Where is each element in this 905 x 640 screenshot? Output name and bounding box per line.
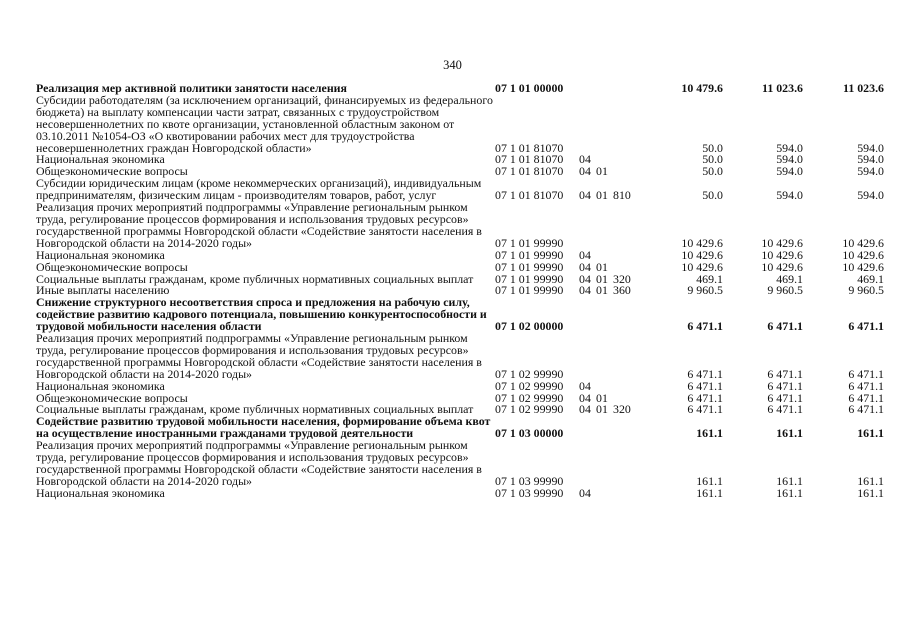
- row-amount-year-1: 9 960.5: [687, 283, 723, 298]
- row-amount-year-3: 6 471.1: [848, 319, 884, 334]
- row-description: Содействие развитию трудовой мобильности населения, формирование объема квот на осуществление иностранными гражданами трудовой деятельности: [36, 414, 491, 441]
- row-amount-year-3: 6 471.1: [848, 378, 884, 393]
- row-amount-year-3: 11 023.6: [843, 81, 884, 95]
- row-amount-year-1: 50.0: [702, 164, 723, 179]
- row-section-code: 04: [579, 164, 591, 179]
- row-expense-type-code: 320: [613, 402, 631, 417]
- row-target-code: 07 1 01 81070: [495, 152, 564, 167]
- row-description: Снижение структурного несоответствия спроса и предложения на рабочую силу, содействие развитию кадрового потенциала, повышению конкурентоспособности и трудовой мобильности населения области: [36, 295, 487, 334]
- row-description: Субсидии юридическим лицам (кроме некоммерческих организаций), индивидуальным предпринимателям, физическим лицам - производителям товаров, работ, услуг: [36, 176, 482, 203]
- row-expense-type-code: [613, 83, 643, 95]
- row-expense-type-code: [613, 297, 643, 333]
- row-subsection-code: 01: [596, 188, 608, 203]
- row-target-code: 07 1 03 00000: [495, 426, 564, 441]
- row-description: Общеэкономические вопросы: [36, 390, 188, 405]
- row-amount-year-2: 161.1: [776, 473, 803, 488]
- row-expense-type-code: 360: [613, 283, 631, 298]
- row-section-code: 04: [579, 152, 591, 167]
- row-amount-year-2: 594.0: [776, 164, 803, 179]
- row-section-code: 04: [579, 259, 591, 274]
- row-amount-year-3: 6 471.1: [848, 366, 884, 381]
- row-target-code: 07 1 02 99990: [495, 366, 564, 381]
- row-section-code: [579, 95, 596, 155]
- row-amount-year-3: 161.1: [857, 485, 884, 500]
- row-target-code: 07 1 01 99990: [495, 271, 564, 286]
- row-amount-year-2: 10 429.6: [761, 259, 803, 274]
- row-amount-year-1: 469.1: [696, 271, 723, 286]
- row-description: Национальная экономика: [36, 378, 165, 393]
- row-target-code: 07 1 02 00000: [495, 319, 564, 334]
- row-amount-year-1: 50.0: [702, 152, 723, 167]
- row-amount-year-2: 6 471.1: [767, 390, 803, 405]
- row-amount-year-3: 161.1: [857, 426, 884, 441]
- row-amount-year-2: 469.1: [776, 271, 803, 286]
- row-amount-year-1: 161.1: [696, 473, 723, 488]
- row-amount-year-3: 6 471.1: [848, 402, 884, 417]
- row-description: Социальные выплаты гражданам, кроме публичных нормативных социальных выплат: [36, 402, 474, 417]
- row-section-code: [579, 297, 596, 333]
- row-amount-year-1: 6 471.1: [687, 319, 723, 334]
- row-amount-year-3: 10 429.6: [842, 235, 884, 250]
- row-subsection-code: [596, 83, 613, 95]
- row-description: Субсидии работодателям (за исключением организаций, финансируемых из федерального бюджета) на выплату компенсации части затрат, связанных с трудоустройством несовершеннолетних по квоте организации, установленной областным законом от 03.10.2011 №1054-ОЗ «О квотировании рабочих мест для трудоустройства несовершеннолетних граждан Новгородской области»: [36, 92, 493, 155]
- row-section-code: [579, 416, 596, 440]
- row-amount-year-3: 594.0: [857, 164, 884, 179]
- row-amount-year-1: 10 429.6: [681, 235, 723, 250]
- row-description: Национальная экономика: [36, 485, 165, 500]
- row-section-code: 04: [579, 188, 591, 203]
- row-amount-year-1: 10 429.6: [681, 247, 723, 262]
- row-subsection-code: [596, 95, 613, 155]
- row-subsection-code: [596, 333, 613, 381]
- row-expense-type-code: 320: [613, 271, 631, 286]
- row-description: Общеэкономические вопросы: [36, 164, 188, 179]
- row-target-code: 07 1 01 00000: [495, 81, 564, 95]
- row-expense-type-code: [613, 440, 643, 488]
- row-target-code: 07 1 01 99990: [495, 247, 564, 262]
- table-row: [36, 440, 884, 488]
- row-expense-type-code: [613, 381, 643, 393]
- table-row: [36, 202, 884, 250]
- row-amount-year-1: 50.0: [702, 188, 723, 203]
- table-row: [36, 95, 884, 155]
- row-amount-year-2: 6 471.1: [767, 366, 803, 381]
- row-amount-year-3: 161.1: [857, 473, 884, 488]
- row-description: Национальная экономика: [36, 152, 165, 167]
- row-amount-year-2: 6 471.1: [767, 402, 803, 417]
- row-expense-type-code: [613, 333, 643, 381]
- row-amount-year-1: 6 471.1: [687, 402, 723, 417]
- row-description: Национальная экономика: [36, 247, 165, 262]
- row-amount-year-3: 6 471.1: [848, 390, 884, 405]
- row-section-code: 04: [579, 283, 591, 298]
- row-amount-year-1: 161.1: [696, 426, 723, 441]
- row-subsection-code: 01: [596, 390, 608, 405]
- table-row: [36, 416, 884, 440]
- row-amount-year-2: 10 429.6: [761, 235, 803, 250]
- row-amount-year-2: 10 429.6: [761, 247, 803, 262]
- row-expense-type-code: 810: [613, 188, 631, 203]
- row-amount-year-2: 161.1: [776, 485, 803, 500]
- table-row: [36, 178, 884, 202]
- row-section-code: 04: [579, 402, 591, 417]
- row-target-code: 07 1 01 99990: [495, 259, 564, 274]
- row-description: Реализация прочих мероприятий подпрограммы «Управление региональным рынком труда, регулирование процессов формирования и использования трудовых ресурсов» государственной программы Новгородской области «Содействие занятости населения в Новгородской области на 2014-2020 годы»: [36, 438, 482, 488]
- row-subsection-code: 01: [596, 283, 608, 298]
- row-description: Реализация мер активной политики занятости населения: [36, 81, 347, 95]
- row-amount-year-2: 594.0: [776, 140, 803, 155]
- row-target-code: 07 1 02 99990: [495, 402, 564, 417]
- table-row: [36, 488, 884, 500]
- row-subsection-code: [596, 440, 613, 488]
- row-amount-year-1: 6 471.1: [687, 366, 723, 381]
- row-expense-type-code: [613, 250, 643, 262]
- row-description: Реализация прочих мероприятий подпрограммы «Управление региональным рынком труда, регулирование процессов формирования и использования трудовых ресурсов» государственной программы Новгородской области «Содействие занятости населения в Новгородской области на 2014-2020 годы»: [36, 331, 482, 381]
- row-section-code: [579, 333, 596, 381]
- row-target-code: 07 1 03 99990: [495, 473, 564, 488]
- row-target-code: 07 1 03 99990: [495, 485, 564, 500]
- row-subsection-code: [596, 488, 613, 500]
- row-expense-type-code: [613, 488, 643, 500]
- row-section-code: [579, 83, 596, 95]
- row-subsection-code: 01: [596, 402, 608, 417]
- row-amount-year-2: 594.0: [776, 188, 803, 203]
- row-description: Иные выплаты населению: [36, 283, 170, 298]
- row-subsection-code: [596, 416, 613, 440]
- row-description: Общеэкономические вопросы: [36, 259, 188, 274]
- row-target-code: 07 1 01 81070: [495, 188, 564, 203]
- row-expense-type-code: [613, 166, 643, 178]
- row-expense-type-code: [613, 416, 643, 440]
- row-subsection-code: [596, 297, 613, 333]
- row-section-code: 04: [579, 378, 591, 393]
- row-amount-year-1: 161.1: [696, 485, 723, 500]
- row-amount-year-1: 10 479.6: [681, 81, 723, 95]
- row-subsection-code: 01: [596, 259, 608, 274]
- row-section-code: [579, 202, 596, 250]
- row-amount-year-3: 10 429.6: [842, 259, 884, 274]
- row-amount-year-2: 6 471.1: [767, 378, 803, 393]
- row-amount-year-2: 161.1: [776, 426, 803, 441]
- row-subsection-code: [596, 202, 613, 250]
- row-amount-year-2: 11 023.6: [762, 81, 803, 95]
- row-section-code: 04: [579, 271, 591, 286]
- row-expense-type-code: [613, 154, 643, 166]
- row-amount-year-3: 594.0: [857, 140, 884, 155]
- row-section-code: 04: [579, 485, 591, 500]
- table-row: [36, 333, 884, 381]
- row-amount-year-3: 594.0: [857, 188, 884, 203]
- row-section-code: 04: [579, 390, 591, 405]
- row-section-code: 04: [579, 247, 591, 262]
- row-amount-year-3: 594.0: [857, 152, 884, 167]
- row-target-code: 07 1 01 81070: [495, 140, 564, 155]
- row-amount-year-3: 10 429.6: [842, 247, 884, 262]
- row-amount-year-1: 6 471.1: [687, 378, 723, 393]
- row-amount-year-3: 9 960.5: [848, 283, 884, 298]
- row-target-code: 07 1 02 99990: [495, 378, 564, 393]
- row-amount-year-2: 9 960.5: [767, 283, 803, 298]
- row-target-code: 07 1 01 99990: [495, 283, 564, 298]
- table-row: [36, 297, 884, 333]
- row-subsection-code: 01: [596, 271, 608, 286]
- row-section-code: [579, 440, 596, 488]
- row-amount-year-1: 50.0: [702, 140, 723, 155]
- row-amount-year-2: 594.0: [776, 152, 803, 167]
- row-amount-year-3: 469.1: [857, 271, 884, 286]
- row-expense-type-code: [613, 202, 643, 250]
- row-target-code: 07 1 01 99990: [495, 235, 564, 250]
- row-amount-year-1: 6 471.1: [687, 390, 723, 405]
- row-target-code: 07 1 01 81070: [495, 164, 564, 179]
- page-number: 340: [443, 58, 462, 72]
- row-description: Реализация прочих мероприятий подпрограммы «Управление региональным рынком труда, регулирование процессов формирования и использования трудовых ресурсов» государственной программы Новгородской области «Содействие занятости населения в Новгородской области на 2014-2020 годы»: [36, 200, 482, 250]
- row-description: Социальные выплаты гражданам, кроме публичных нормативных социальных выплат: [36, 271, 474, 286]
- row-target-code: 07 1 02 99990: [495, 390, 564, 405]
- row-amount-year-2: 6 471.1: [767, 319, 803, 334]
- row-amount-year-1: 10 429.6: [681, 259, 723, 274]
- row-expense-type-code: [613, 95, 643, 155]
- budget-table: [36, 83, 884, 500]
- row-subsection-code: 01: [596, 164, 608, 179]
